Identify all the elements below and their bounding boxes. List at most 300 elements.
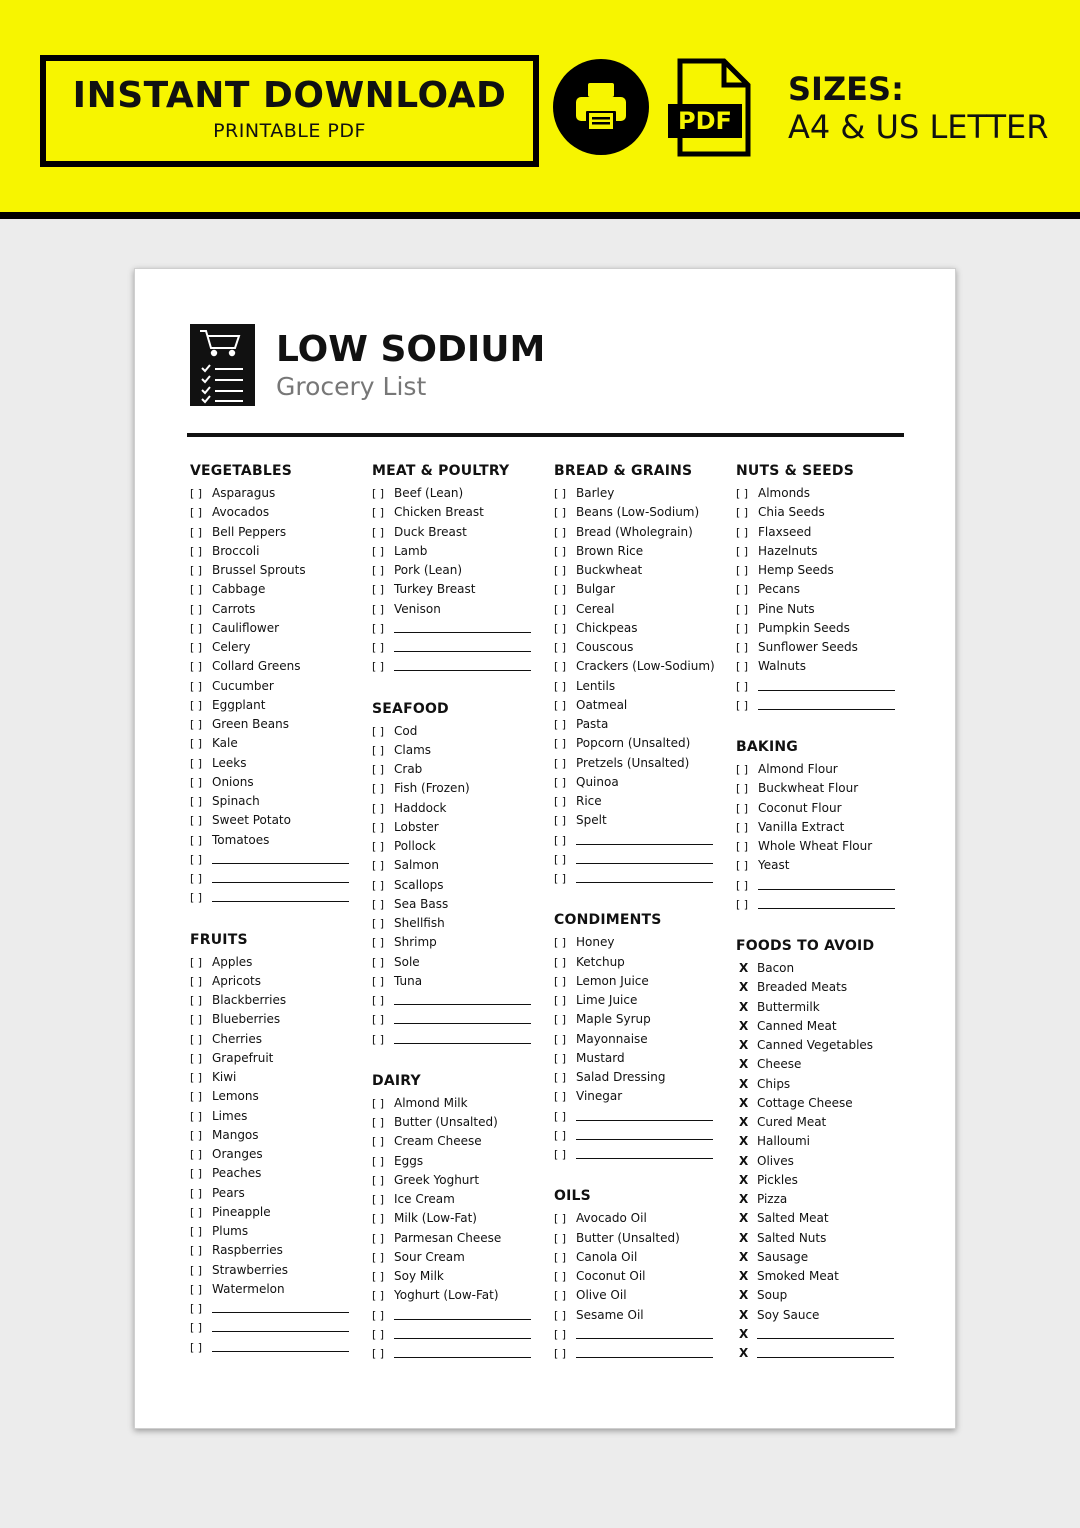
- item-label: Lemons: [212, 1089, 259, 1104]
- blank-entry: [372, 619, 542, 638]
- item-label: Yoghurt (Low-Fat): [394, 1288, 499, 1303]
- grocery-list-sheet: [134, 268, 956, 1429]
- item-label: Pasta: [576, 717, 609, 731]
- list-item: [372, 895, 542, 914]
- column-2: [372, 459, 542, 1363]
- list-item: [372, 972, 542, 991]
- x-mark-icon: X: [739, 961, 749, 975]
- checkbox[interactable]: [ ]: [554, 718, 567, 731]
- sizes-value: A4 & US LETTER: [788, 108, 1049, 146]
- checkbox[interactable]: [ ]: [736, 506, 749, 520]
- item-label: Cod: [394, 723, 418, 738]
- checkbox[interactable]: [ ]: [190, 679, 203, 693]
- item-label: Pumpkin Seeds: [758, 620, 850, 635]
- list-item: [554, 542, 724, 561]
- checkbox[interactable]: [ ]: [190, 544, 203, 558]
- checkbox[interactable]: [ ]: [372, 955, 385, 969]
- item-label: Cheese: [757, 1057, 802, 1072]
- blank-entry: [554, 1145, 724, 1164]
- x-mark-icon: X: [739, 1211, 749, 1226]
- checkbox[interactable]: [ ]: [554, 1013, 567, 1027]
- write-in-line[interactable]: [576, 831, 713, 845]
- item-label: Hemp Seeds: [758, 563, 834, 577]
- checkbox[interactable]: [ ]: [554, 1347, 567, 1360]
- list-item: [190, 1203, 360, 1222]
- checkbox[interactable]: [ ]: [554, 1051, 567, 1065]
- write-in-line[interactable]: [576, 1344, 713, 1358]
- sizes-label: SIZES:: [788, 70, 904, 108]
- checkbox[interactable]: [ ]: [190, 1205, 203, 1219]
- checkbox[interactable]: [ ]: [372, 1289, 385, 1303]
- item-label: Soy Sauce: [757, 1307, 820, 1322]
- checkbox[interactable]: [ ]: [736, 660, 749, 674]
- section-vegetables: [190, 459, 360, 908]
- write-in-line[interactable]: [212, 1318, 349, 1332]
- item-label: Buckwheat Flour: [758, 781, 859, 796]
- checkbox[interactable]: [ ]: [554, 955, 567, 969]
- write-in-line[interactable]: [394, 991, 531, 1005]
- checkbox[interactable]: [ ]: [372, 602, 385, 616]
- checkbox[interactable]: [ ]: [190, 698, 203, 712]
- checkbox[interactable]: [ ]: [736, 878, 749, 892]
- checkbox[interactable]: [ ]: [372, 917, 385, 930]
- checkbox[interactable]: [ ]: [372, 1173, 385, 1187]
- x-mark-icon: X: [739, 1018, 749, 1033]
- checkbox[interactable]: [ ]: [190, 955, 203, 969]
- write-in-line[interactable]: [576, 1107, 713, 1121]
- item-label: Soup: [757, 1288, 788, 1303]
- checkbox[interactable]: [ ]: [190, 1090, 203, 1104]
- write-in-line[interactable]: [757, 1344, 894, 1358]
- section-title: CONDIMENTS: [554, 912, 662, 929]
- checkbox[interactable]: [ ]: [372, 506, 385, 520]
- write-in-line[interactable]: [576, 850, 713, 864]
- list-item: [190, 953, 360, 972]
- write-in-line[interactable]: [212, 1338, 349, 1352]
- checkbox[interactable]: [ ]: [554, 525, 567, 539]
- checkbox[interactable]: [ ]: [372, 1032, 385, 1046]
- checkbox[interactable]: [ ]: [190, 1302, 203, 1315]
- item-label: Crackers (Low-Sodium): [576, 659, 715, 674]
- checkbox[interactable]: [ ]: [372, 1193, 385, 1206]
- item-label: Shellfish: [394, 916, 445, 930]
- blank-entry: [736, 696, 906, 715]
- list-item: [372, 561, 542, 580]
- checkbox[interactable]: [ ]: [190, 660, 203, 674]
- item-label: Ketchup: [576, 954, 625, 969]
- item-label: Quinoa: [576, 774, 619, 789]
- checkbox[interactable]: [ ]: [372, 1116, 385, 1129]
- checkbox[interactable]: [ ]: [554, 1250, 567, 1264]
- item-label: Blueberries: [212, 1012, 281, 1027]
- checkbox[interactable]: [ ]: [372, 994, 385, 1007]
- checkbox[interactable]: [ ]: [736, 544, 749, 558]
- write-in-line[interactable]: [758, 696, 895, 710]
- avoid-item: [736, 1171, 906, 1190]
- checkbox[interactable]: [ ]: [190, 1225, 203, 1238]
- checkbox[interactable]: [ ]: [190, 564, 203, 577]
- item-label: Beans (Low-Sodium): [576, 505, 700, 520]
- list-item: [554, 1209, 724, 1228]
- item-label: Shrimp: [394, 935, 437, 950]
- checkbox[interactable]: [ ]: [554, 564, 567, 577]
- checkbox[interactable]: [ ]: [190, 1128, 203, 1142]
- checkbox[interactable]: [ ]: [372, 621, 385, 635]
- checkbox[interactable]: [ ]: [372, 897, 385, 911]
- checkbox[interactable]: [ ]: [554, 679, 567, 693]
- checkbox[interactable]: [ ]: [372, 1347, 385, 1360]
- checkbox[interactable]: [ ]: [554, 660, 567, 674]
- checkbox[interactable]: [ ]: [372, 840, 385, 853]
- item-label: Cream Cheese: [394, 1134, 482, 1149]
- item-label: Almonds: [758, 486, 811, 500]
- item-label: Sausage: [757, 1249, 809, 1264]
- write-in-line[interactable]: [212, 850, 349, 864]
- item-label: Couscous: [576, 640, 634, 654]
- list-item: [190, 1222, 360, 1241]
- item-label: Tomatoes: [212, 832, 270, 847]
- checkbox[interactable]: [ ]: [372, 936, 385, 950]
- checkbox[interactable]: [ ]: [554, 1289, 567, 1303]
- checkbox[interactable]: [ ]: [554, 602, 567, 616]
- write-in-line[interactable]: [758, 895, 895, 909]
- list-item: [190, 600, 360, 619]
- checkbox[interactable]: [ ]: [554, 775, 567, 789]
- item-label: Canned Meat: [757, 1018, 837, 1033]
- list-item: [190, 503, 360, 522]
- checkbox[interactable]: [ ]: [190, 487, 203, 500]
- section-title: NUTS & SEEDS: [736, 463, 854, 479]
- checkbox[interactable]: [ ]: [554, 544, 567, 558]
- checkbox[interactable]: [ ]: [190, 1263, 203, 1277]
- list-item: [372, 741, 542, 760]
- list-item: [554, 1087, 724, 1106]
- list-item: [554, 715, 724, 734]
- checkbox[interactable]: [ ]: [554, 506, 567, 520]
- write-in-line[interactable]: [394, 619, 531, 633]
- blank-entry: [372, 1030, 542, 1049]
- checkbox[interactable]: [ ]: [190, 1148, 203, 1161]
- checkbox[interactable]: [ ]: [554, 1327, 567, 1341]
- checkbox[interactable]: [ ]: [554, 1128, 567, 1142]
- checkbox[interactable]: [ ]: [554, 1308, 567, 1322]
- item-label: Cottage Cheese: [757, 1095, 853, 1110]
- checkbox[interactable]: [ ]: [736, 641, 749, 654]
- checkbox[interactable]: [ ]: [190, 718, 203, 731]
- write-in-line[interactable]: [576, 1126, 713, 1140]
- checkbox[interactable]: [ ]: [554, 1270, 567, 1283]
- item-label: Salted Meat: [757, 1211, 829, 1226]
- checkbox[interactable]: [ ]: [190, 1071, 203, 1084]
- checkbox[interactable]: [ ]: [736, 763, 749, 776]
- sizes-info: [788, 70, 1048, 146]
- write-in-line[interactable]: [576, 869, 713, 883]
- list-item: [736, 638, 906, 657]
- checkbox[interactable]: [ ]: [372, 1270, 385, 1283]
- checkbox[interactable]: [ ]: [554, 974, 567, 988]
- list-item: [372, 1209, 542, 1228]
- list-item: [372, 837, 542, 856]
- section-title: BREAD & GRAINS: [554, 463, 693, 479]
- checkbox[interactable]: [ ]: [736, 820, 749, 834]
- checkbox[interactable]: [ ]: [554, 1071, 567, 1084]
- x-mark-icon: X: [739, 1095, 749, 1110]
- checkbox[interactable]: [ ]: [736, 897, 749, 911]
- item-label: Pizza: [757, 1192, 788, 1206]
- checkbox[interactable]: [ ]: [190, 814, 203, 828]
- list-subtitle: Grocery List: [276, 372, 427, 401]
- checkbox[interactable]: [ ]: [372, 782, 385, 796]
- item-label: Duck Breast: [394, 524, 467, 539]
- write-in-line[interactable]: [394, 1010, 531, 1024]
- checkbox[interactable]: [ ]: [736, 583, 749, 597]
- checkbox[interactable]: [ ]: [190, 1032, 203, 1046]
- checkbox[interactable]: [ ]: [190, 1340, 203, 1354]
- checkbox[interactable]: [ ]: [190, 756, 203, 770]
- checkbox[interactable]: [ ]: [190, 833, 203, 847]
- list-item: [372, 1267, 542, 1286]
- item-label: Lentils: [576, 678, 616, 693]
- checkbox[interactable]: [ ]: [554, 698, 567, 712]
- checkbox[interactable]: [ ]: [554, 1032, 567, 1046]
- checkbox[interactable]: [ ]: [372, 1096, 385, 1110]
- checkbox[interactable]: [ ]: [372, 1250, 385, 1264]
- item-label: Crab: [394, 762, 423, 776]
- checkbox[interactable]: [ ]: [190, 775, 203, 789]
- checkbox[interactable]: [ ]: [736, 840, 749, 853]
- item-label: Leeks: [212, 755, 247, 770]
- list-item: [190, 734, 360, 753]
- item-label: Sweet Potato: [212, 813, 291, 828]
- checkbox[interactable]: [ ]: [372, 1231, 385, 1245]
- checkbox[interactable]: [ ]: [372, 820, 385, 834]
- list-item: [554, 619, 724, 638]
- checkbox[interactable]: [ ]: [190, 1321, 203, 1335]
- avoid-item: [736, 1248, 906, 1267]
- checkbox[interactable]: [ ]: [372, 544, 385, 558]
- avoid-item: [736, 1267, 906, 1286]
- checkbox[interactable]: [ ]: [372, 1327, 385, 1341]
- item-label: Carrots: [212, 601, 256, 616]
- checkbox[interactable]: [ ]: [736, 859, 749, 873]
- list-item: [372, 876, 542, 895]
- checkbox[interactable]: [ ]: [190, 1244, 203, 1258]
- list-item: [372, 799, 542, 818]
- section-title: VEGETABLES: [190, 463, 292, 479]
- write-in-line[interactable]: [758, 677, 895, 691]
- item-label: Kiwi: [212, 1070, 237, 1084]
- write-in-line[interactable]: [757, 1325, 894, 1339]
- checkbox[interactable]: [ ]: [190, 737, 203, 751]
- list-item: [190, 1010, 360, 1029]
- write-in-line[interactable]: [394, 1344, 531, 1358]
- checkbox[interactable]: [ ]: [554, 852, 567, 866]
- item-label: Pickles: [757, 1172, 798, 1187]
- item-label: Canola Oil: [576, 1249, 638, 1264]
- list-item: [736, 523, 906, 542]
- list-item: [190, 1145, 360, 1164]
- checkbox[interactable]: [ ]: [554, 1231, 567, 1245]
- item-label: Flaxseed: [758, 524, 812, 539]
- checkbox[interactable]: [ ]: [554, 872, 567, 885]
- checkbox[interactable]: [ ]: [372, 1308, 385, 1322]
- item-label: Broccoli: [212, 543, 260, 558]
- avoid-item: [736, 1132, 906, 1151]
- checkbox[interactable]: [ ]: [554, 583, 567, 597]
- x-mark-icon: X: [739, 980, 749, 995]
- checkbox[interactable]: [ ]: [736, 602, 749, 616]
- checkbox[interactable]: [ ]: [554, 814, 567, 828]
- checkbox[interactable]: [ ]: [190, 583, 203, 597]
- write-in-line[interactable]: [394, 1306, 531, 1320]
- item-label: Avocados: [212, 505, 270, 520]
- avoid-item: [736, 1306, 906, 1325]
- list-item: [190, 972, 360, 991]
- item-label: Chia Seeds: [758, 505, 825, 520]
- checkbox[interactable]: [ ]: [372, 1212, 385, 1226]
- checkbox[interactable]: [ ]: [554, 737, 567, 751]
- checkbox[interactable]: [ ]: [736, 782, 749, 796]
- write-in-line[interactable]: [394, 638, 531, 652]
- checkbox[interactable]: [ ]: [190, 852, 203, 866]
- checkbox[interactable]: [ ]: [190, 621, 203, 635]
- item-label: Ice Cream: [394, 1192, 455, 1206]
- item-label: Grapefruit: [212, 1050, 274, 1065]
- section-oils: [554, 1184, 724, 1363]
- checkbox[interactable]: [ ]: [736, 487, 749, 500]
- item-label: Fish (Frozen): [394, 781, 470, 796]
- checkbox[interactable]: [ ]: [554, 795, 567, 808]
- checkbox[interactable]: [ ]: [554, 1148, 567, 1161]
- section-condiments: [554, 908, 724, 1164]
- checkbox[interactable]: [ ]: [372, 525, 385, 539]
- checkbox[interactable]: [ ]: [190, 1109, 203, 1123]
- item-label: Clams: [394, 742, 432, 757]
- list-item: [372, 1171, 542, 1190]
- section-title: FOODS TO AVOID: [736, 938, 875, 954]
- list-item: [190, 1030, 360, 1049]
- avoid-item: [736, 1094, 906, 1113]
- checkbox[interactable]: [ ]: [190, 1013, 203, 1027]
- write-in-line[interactable]: [394, 657, 531, 671]
- checkbox[interactable]: [ ]: [372, 974, 385, 988]
- item-label: Cured Meat: [757, 1115, 827, 1129]
- list-item: [190, 1261, 360, 1280]
- blank-entry: [190, 888, 360, 907]
- checkbox[interactable]: [ ]: [372, 859, 385, 873]
- item-label: Rice: [576, 794, 602, 808]
- checkbox[interactable]: [ ]: [190, 994, 203, 1007]
- checkbox[interactable]: [ ]: [736, 564, 749, 577]
- checkbox[interactable]: [ ]: [554, 1109, 567, 1123]
- checkbox[interactable]: [ ]: [372, 564, 385, 577]
- list-item: [190, 523, 360, 542]
- list-item: [736, 779, 906, 798]
- write-in-line[interactable]: [576, 1145, 713, 1159]
- item-label: Sole: [394, 954, 420, 969]
- checkbox[interactable]: [ ]: [372, 583, 385, 597]
- checkbox[interactable]: [ ]: [554, 756, 567, 770]
- checkbox[interactable]: [ ]: [190, 1051, 203, 1065]
- checkbox[interactable]: [ ]: [372, 878, 385, 892]
- list-item: [372, 1132, 542, 1151]
- checkbox[interactable]: [ ]: [190, 795, 203, 808]
- write-in-line[interactable]: [394, 1030, 531, 1044]
- section-dairy: [372, 1069, 542, 1364]
- blank-entry: [190, 1338, 360, 1357]
- item-label: Pecans: [758, 582, 800, 597]
- checkbox[interactable]: [ ]: [736, 698, 749, 712]
- checkbox[interactable]: [ ]: [554, 1090, 567, 1104]
- checkbox[interactable]: [ ]: [736, 621, 749, 635]
- checkbox[interactable]: [ ]: [372, 660, 385, 674]
- checkbox[interactable]: [ ]: [372, 743, 385, 757]
- checkbox[interactable]: [ ]: [554, 833, 567, 847]
- checkbox[interactable]: [ ]: [554, 1212, 567, 1226]
- blank-entry: [372, 638, 542, 657]
- checkbox[interactable]: [ ]: [190, 872, 203, 885]
- checkbox[interactable]: [ ]: [190, 602, 203, 616]
- write-in-line[interactable]: [212, 1299, 349, 1313]
- list-item: [372, 484, 542, 503]
- list-item: [554, 1010, 724, 1029]
- checkbox[interactable]: [ ]: [190, 1282, 203, 1296]
- checkbox[interactable]: [ ]: [372, 1154, 385, 1168]
- write-in-line[interactable]: [758, 876, 895, 890]
- x-mark-icon: X: [739, 1057, 749, 1072]
- checkbox[interactable]: [ ]: [554, 994, 567, 1007]
- avoid-item: [736, 1113, 906, 1132]
- checkbox[interactable]: [ ]: [372, 1135, 385, 1149]
- x-mark-icon: X: [739, 1230, 749, 1245]
- checkbox[interactable]: [ ]: [372, 1013, 385, 1027]
- checkbox[interactable]: [ ]: [554, 641, 567, 654]
- checkbox[interactable]: [ ]: [190, 891, 203, 905]
- checkbox[interactable]: [ ]: [372, 641, 385, 654]
- write-in-line[interactable]: [212, 869, 349, 883]
- checkbox[interactable]: [ ]: [372, 724, 385, 738]
- item-label: Chicken Breast: [394, 505, 484, 520]
- avoid-item: [736, 1036, 906, 1055]
- checkbox[interactable]: [ ]: [190, 525, 203, 539]
- checkbox[interactable]: [ ]: [554, 621, 567, 635]
- checkbox[interactable]: [ ]: [190, 1167, 203, 1181]
- checkbox[interactable]: [ ]: [736, 801, 749, 815]
- write-in-line[interactable]: [576, 1325, 713, 1339]
- list-item: [554, 1030, 724, 1049]
- checkbox[interactable]: [ ]: [736, 679, 749, 693]
- checkbox[interactable]: [ ]: [190, 506, 203, 520]
- checkbox[interactable]: [ ]: [190, 1186, 203, 1200]
- checkbox[interactable]: [ ]: [190, 974, 203, 988]
- checkbox[interactable]: [ ]: [372, 801, 385, 815]
- checkbox[interactable]: [ ]: [736, 525, 749, 539]
- list-item: [554, 953, 724, 972]
- write-in-line[interactable]: [394, 1325, 531, 1339]
- list-item: [372, 1094, 542, 1113]
- checkbox[interactable]: [ ]: [554, 487, 567, 500]
- checkbox[interactable]: [ ]: [190, 641, 203, 654]
- list-item: [190, 1068, 360, 1087]
- list-item: [372, 523, 542, 542]
- write-in-line[interactable]: [212, 888, 349, 902]
- list-item: [554, 484, 724, 503]
- checkbox[interactable]: [ ]: [554, 936, 567, 950]
- item-label: Onions: [212, 774, 254, 789]
- checkbox[interactable]: [ ]: [372, 487, 385, 500]
- blank-entry: [190, 1299, 360, 1318]
- checkbox[interactable]: [ ]: [372, 763, 385, 776]
